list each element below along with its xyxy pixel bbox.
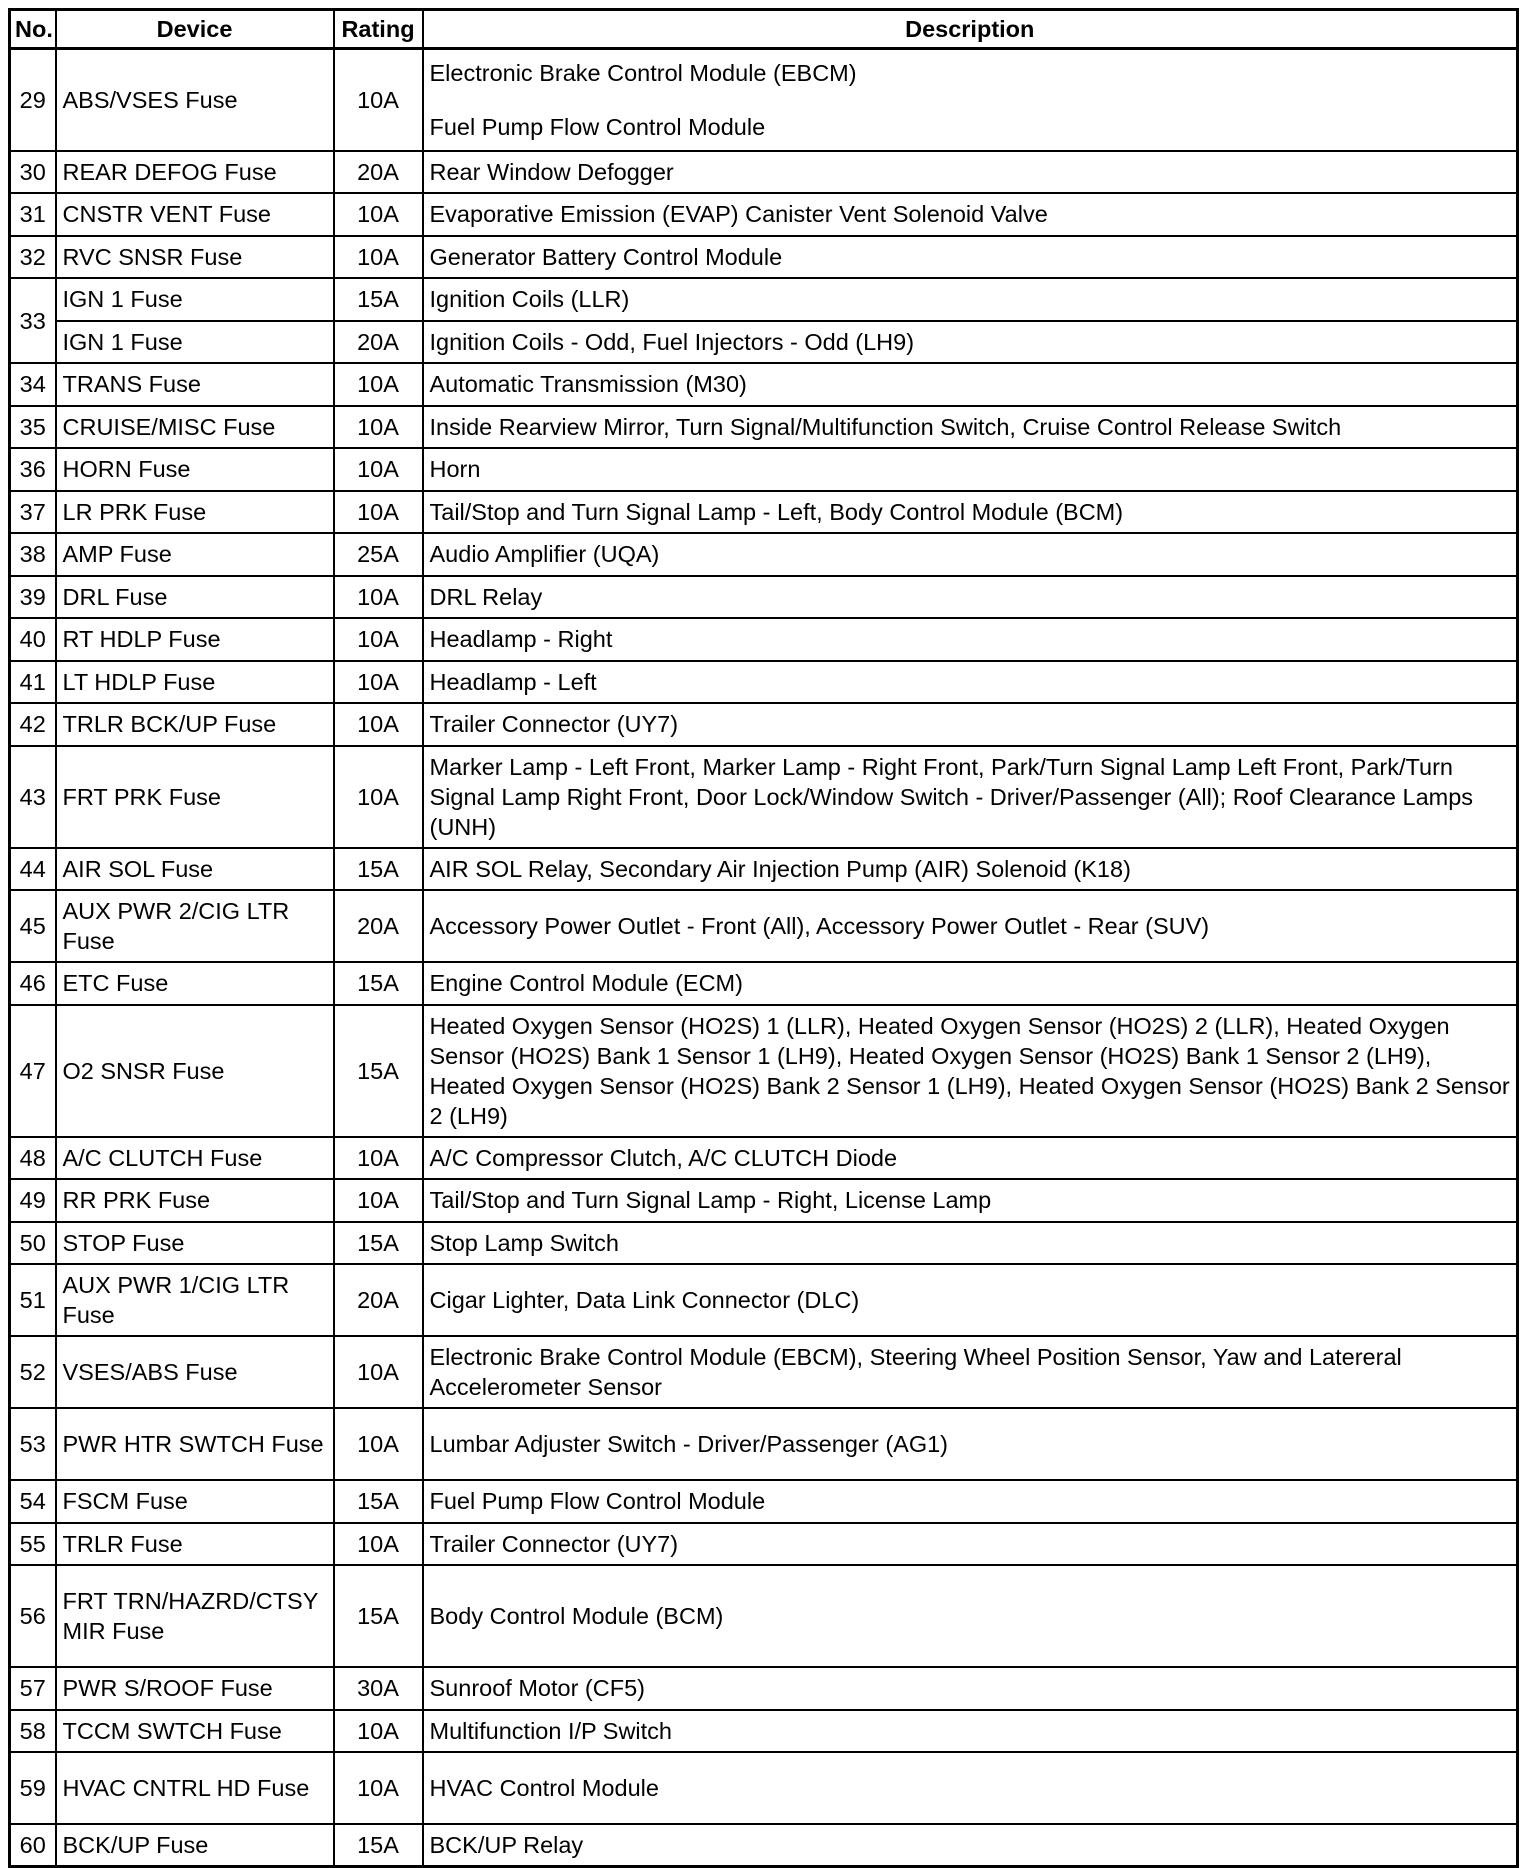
header-row (10, 10, 1518, 49)
table-row (10, 746, 1518, 848)
cell-description (423, 618, 1518, 661)
cell-device: RVC SNSR Fuse (56, 236, 334, 279)
cell-description (423, 1264, 1518, 1336)
cell-device: AMP Fuse (56, 533, 334, 576)
table-row (10, 49, 1518, 151)
description-line: Fuel Pump Flow Control Module (429, 113, 766, 140)
description-line: Generator Battery Control Module (429, 243, 783, 270)
table-row (10, 962, 1518, 1005)
cell-rating: 15A (334, 1222, 423, 1265)
cell-rating: 10A (334, 448, 423, 491)
cell-device: PWR S/ROOF Fuse (56, 1667, 334, 1710)
cell-rating: 10A (334, 193, 423, 236)
cell-no: 35 (10, 406, 56, 449)
cell-device: ABS/VSES Fuse (56, 49, 334, 151)
description-line: Engine Control Module (ECM) (429, 970, 743, 997)
fuse-table (8, 8, 1519, 1868)
header-rating: Rating (334, 10, 423, 49)
table-row (10, 703, 1518, 746)
cell-no: 41 (10, 661, 56, 704)
cell-rating: 10A (334, 1336, 423, 1408)
cell-device: HORN Fuse (56, 448, 334, 491)
cell-device: TRLR BCK/UP Fuse (56, 703, 334, 746)
description-line: HVAC Control Module (429, 1775, 659, 1801)
table-row (10, 1480, 1518, 1523)
table-row (10, 1710, 1518, 1753)
cell-no: 45 (10, 890, 56, 962)
cell-rating: 10A (334, 236, 423, 279)
description-line: Cigar Lighter, Data Link Connector (DLC) (429, 1287, 860, 1313)
cell-no: 37 (10, 491, 56, 534)
cell-device: VSES/ABS Fuse (56, 1336, 334, 1408)
description-line: Horn (429, 456, 481, 483)
cell-no: 38 (10, 533, 56, 576)
cell-description (423, 1824, 1518, 1867)
cell-description (423, 1710, 1518, 1753)
description-line: A/C Compressor Clutch, A/C CLUTCH Diode (429, 1144, 898, 1171)
cell-rating: 20A (334, 151, 423, 194)
table-row (10, 151, 1518, 194)
table-row (10, 236, 1518, 279)
cell-rating: 15A (334, 1480, 423, 1523)
cell-no: 53 (10, 1408, 56, 1480)
description-line: Headlamp - Right (429, 626, 613, 653)
cell-no: 57 (10, 1667, 56, 1710)
cell-device: LR PRK Fuse (56, 491, 334, 534)
cell-no: 52 (10, 1336, 56, 1408)
cell-rating: 30A (334, 1667, 423, 1710)
cell-device: BCK/UP Fuse (56, 1824, 334, 1867)
table-row (10, 1523, 1518, 1566)
description-line: Trailer Connector (UY7) (429, 1530, 679, 1557)
cell-device: FRT PRK Fuse (56, 746, 334, 848)
cell-no: 44 (10, 848, 56, 891)
cell-device: TRANS Fuse (56, 363, 334, 406)
cell-description (423, 1408, 1518, 1480)
cell-rating: 20A (334, 321, 423, 364)
table-row (10, 1752, 1518, 1824)
cell-rating: 15A (334, 848, 423, 891)
description-line: Multifunction I/P Switch (429, 1717, 673, 1744)
cell-description (423, 1565, 1518, 1667)
table-row (10, 1824, 1518, 1867)
cell-description (423, 1667, 1518, 1710)
description-line: Lumbar Adjuster Switch - Driver/Passenger (AG1) (429, 1431, 948, 1457)
table-row (10, 1222, 1518, 1265)
cell-description (423, 533, 1518, 576)
cell-rating: 10A (334, 406, 423, 449)
table-body (10, 49, 1518, 1867)
cell-description (423, 1137, 1518, 1180)
cell-description (423, 363, 1518, 406)
cell-description (423, 49, 1518, 151)
cell-rating: 15A (334, 278, 423, 321)
description-line: Fuel Pump Flow Control Module (429, 1488, 766, 1515)
cell-rating: 15A (334, 1565, 423, 1667)
table-row (10, 491, 1518, 534)
cell-rating: 15A (334, 962, 423, 1005)
cell-no: 47 (10, 1005, 56, 1137)
cell-description (423, 661, 1518, 704)
table-row (10, 363, 1518, 406)
cell-rating: 10A (334, 661, 423, 704)
description-line: Tail/Stop and Turn Signal Lamp - Right, License Lamp (429, 1187, 992, 1214)
description-line: Sunroof Motor (CF5) (429, 1675, 645, 1702)
description-line: AIR SOL Relay, Secondary Air Injection Pump (AIR) Solenoid (K18) (429, 855, 1131, 882)
cell-description (423, 703, 1518, 746)
cell-description (423, 962, 1518, 1005)
table-row (10, 848, 1518, 891)
description-line: Heated Oxygen Sensor (HO2S) 1 (LLR), Heated Oxygen Sensor (HO2S) 2 (LLR), Heated Oxygen Sensor (HO2S) Bank 1 Sensor 1 (LH9), Heated Oxygen Sensor (HO2S) Bank 1 Sensor 2 (LH9), Heated Oxygen Sensor (HO2S) Bank 2 Sensor 1 (LH9), Heated Oxygen Sensor (HO2S) Bank 2 Sensor 2 (LH9) (429, 1012, 1510, 1129)
cell-no: 49 (10, 1179, 56, 1222)
description-line: Tail/Stop and Turn Signal Lamp - Left, Body Control Module (BCM) (429, 498, 1124, 525)
description-line: Rear Window Defogger (429, 158, 674, 185)
description-line: Electronic Brake Control Module (EBCM), Steering Wheel Position Sensor, Yaw and Latereral Accelerometer Sensor (429, 1344, 1402, 1400)
cell-rating: 10A (334, 576, 423, 619)
cell-rating: 10A (334, 1179, 423, 1222)
cell-rating: 10A (334, 1523, 423, 1566)
cell-description (423, 1336, 1518, 1408)
cell-description (423, 1222, 1518, 1265)
cell-device: A/C CLUTCH Fuse (56, 1137, 334, 1180)
cell-description (423, 1523, 1518, 1566)
cell-rating: 15A (334, 1005, 423, 1137)
table-row (10, 1179, 1518, 1222)
cell-device: FRT TRN/HAZRD/CTSY MIR Fuse (56, 1565, 334, 1667)
description-line: Stop Lamp Switch (429, 1229, 619, 1256)
table-row (10, 533, 1518, 576)
cell-device: AIR SOL Fuse (56, 848, 334, 891)
cell-description (423, 1005, 1518, 1137)
table-row (10, 1565, 1518, 1667)
table-row (10, 1667, 1518, 1710)
cell-description (423, 576, 1518, 619)
cell-device: DRL Fuse (56, 576, 334, 619)
description-line: DRL Relay (429, 583, 543, 610)
description-line: BCK/UP Relay (429, 1832, 584, 1858)
cell-rating: 10A (334, 1752, 423, 1824)
cell-no: 32 (10, 236, 56, 279)
cell-device: LT HDLP Fuse (56, 661, 334, 704)
table-row (10, 278, 1518, 321)
cell-no: 33 (10, 278, 56, 363)
cell-device: AUX PWR 1/CIG LTR Fuse (56, 1264, 334, 1336)
cell-device: IGN 1 Fuse (56, 321, 334, 364)
cell-no: 43 (10, 746, 56, 848)
description-line: Headlamp - Left (429, 668, 597, 695)
table-row (10, 1005, 1518, 1137)
cell-rating: 20A (334, 890, 423, 962)
cell-rating: 25A (334, 533, 423, 576)
cell-description (423, 151, 1518, 194)
cell-rating: 20A (334, 1264, 423, 1336)
cell-rating: 10A (334, 746, 423, 848)
description-line: Automatic Transmission (M30) (429, 371, 747, 398)
header-no: No. (10, 10, 56, 49)
cell-description (423, 193, 1518, 236)
cell-device: REAR DEFOG Fuse (56, 151, 334, 194)
cell-device: RR PRK Fuse (56, 1179, 334, 1222)
cell-no: 34 (10, 363, 56, 406)
table-row (10, 1408, 1518, 1480)
cell-no: 56 (10, 1565, 56, 1667)
cell-no: 46 (10, 962, 56, 1005)
cell-device: TRLR Fuse (56, 1523, 334, 1566)
cell-device: PWR HTR SWTCH Fuse (56, 1408, 334, 1480)
cell-description (423, 321, 1518, 364)
cell-no: 29 (10, 49, 56, 151)
header-device: Device (56, 10, 334, 49)
cell-device: FSCM Fuse (56, 1480, 334, 1523)
table-row (10, 406, 1518, 449)
table-row (10, 193, 1518, 236)
table-row (10, 890, 1518, 962)
cell-no: 36 (10, 448, 56, 491)
cell-description (423, 448, 1518, 491)
table-header (10, 10, 1518, 49)
description-line: Audio Amplifier (UQA) (429, 541, 660, 568)
cell-rating: 10A (334, 618, 423, 661)
cell-no: 58 (10, 1710, 56, 1753)
cell-rating: 10A (334, 1408, 423, 1480)
table-row (10, 576, 1518, 619)
table-row (10, 618, 1518, 661)
cell-rating: 15A (334, 1824, 423, 1867)
cell-description (423, 890, 1518, 962)
cell-description (423, 1480, 1518, 1523)
cell-description (423, 746, 1518, 848)
cell-rating: 10A (334, 491, 423, 534)
description-line: Evaporative Emission (EVAP) Canister Vent Solenoid Valve (429, 201, 1048, 228)
cell-description (423, 1752, 1518, 1824)
cell-rating: 10A (334, 1710, 423, 1753)
cell-no: 51 (10, 1264, 56, 1336)
header-description: Description (423, 10, 1518, 49)
table-row (10, 1264, 1518, 1336)
cell-device: AUX PWR 2/CIG LTR Fuse (56, 890, 334, 962)
table-row (10, 448, 1518, 491)
table-row (10, 321, 1518, 364)
cell-device: IGN 1 Fuse (56, 278, 334, 321)
cell-device: CRUISE/MISC Fuse (56, 406, 334, 449)
description-line: Electronic Brake Control Module (EBCM) (429, 59, 857, 86)
description-line: Inside Rearview Mirror, Turn Signal/Multifunction Switch, Cruise Control Release Switch (429, 413, 1342, 440)
cell-no: 54 (10, 1480, 56, 1523)
cell-rating: 10A (334, 49, 423, 151)
table-row (10, 661, 1518, 704)
cell-device: TCCM SWTCH Fuse (56, 1710, 334, 1753)
cell-description (423, 278, 1518, 321)
table-row (10, 1336, 1518, 1408)
cell-device: CNSTR VENT Fuse (56, 193, 334, 236)
cell-device: O2 SNSR Fuse (56, 1005, 334, 1137)
cell-rating: 10A (334, 363, 423, 406)
description-line: Ignition Coils - Odd, Fuel Injectors - Odd (LH9) (429, 328, 915, 355)
cell-no: 30 (10, 151, 56, 194)
cell-device: STOP Fuse (56, 1222, 334, 1265)
cell-no: 39 (10, 576, 56, 619)
cell-no: 31 (10, 193, 56, 236)
cell-description (423, 406, 1518, 449)
description-line: Body Control Module (BCM) (429, 1603, 724, 1629)
cell-device: RT HDLP Fuse (56, 618, 334, 661)
description-line: Trailer Connector (UY7) (429, 711, 679, 738)
cell-no: 48 (10, 1137, 56, 1180)
cell-no: 42 (10, 703, 56, 746)
description-line: Accessory Power Outlet - Front (All), Accessory Power Outlet - Rear (SUV) (429, 913, 1210, 939)
table-row (10, 1137, 1518, 1180)
cell-no: 55 (10, 1523, 56, 1566)
cell-description (423, 848, 1518, 891)
cell-no: 59 (10, 1752, 56, 1824)
cell-rating: 10A (334, 703, 423, 746)
cell-description (423, 1179, 1518, 1222)
cell-no: 40 (10, 618, 56, 661)
cell-device: HVAC CNTRL HD Fuse (56, 1752, 334, 1824)
cell-description (423, 491, 1518, 534)
description-line: Marker Lamp - Left Front, Marker Lamp - Right Front, Park/Turn Signal Lamp Left Front, Park/Turn Signal Lamp Right Front, Door Lock/Window Switch - Driver/Passenger (All); Roof Clearance Lamps (UNH) (429, 753, 1474, 840)
cell-no: 50 (10, 1222, 56, 1265)
cell-device: ETC Fuse (56, 962, 334, 1005)
cell-description (423, 236, 1518, 279)
description-line: Ignition Coils (LLR) (429, 286, 630, 313)
cell-no: 60 (10, 1824, 56, 1867)
cell-rating: 10A (334, 1137, 423, 1180)
